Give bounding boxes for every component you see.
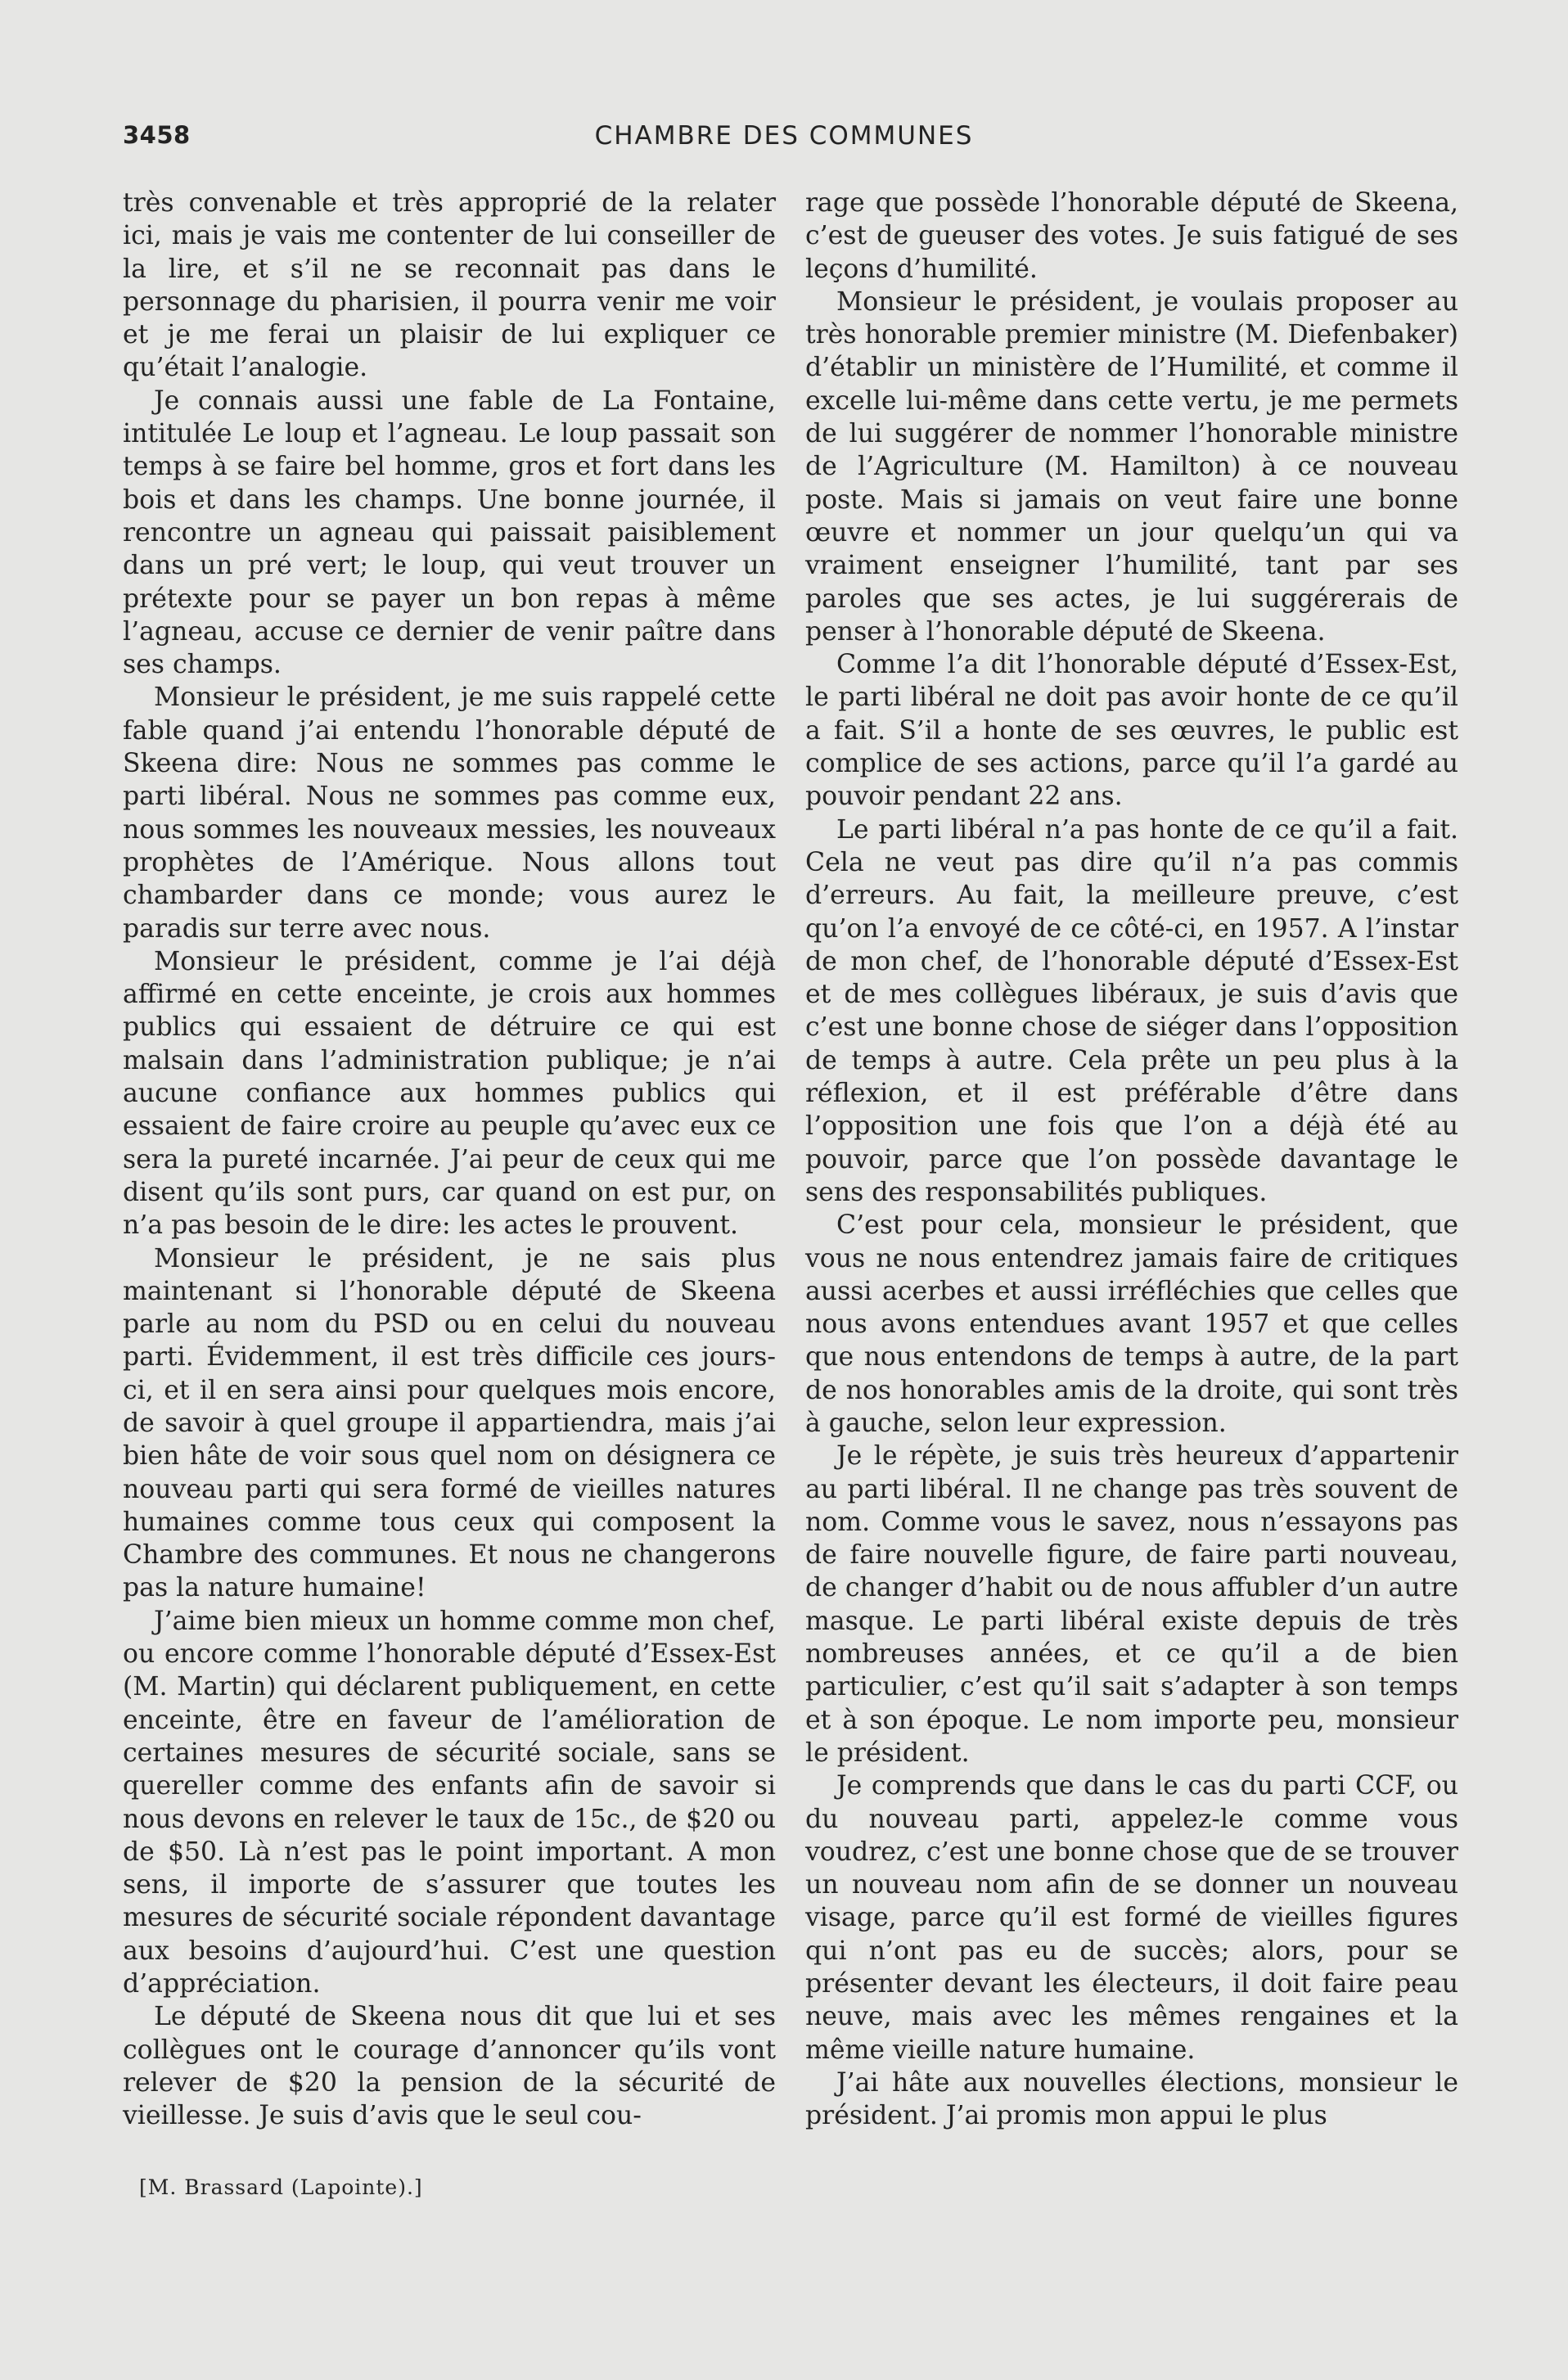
page-number: 3458 [123, 121, 191, 149]
paragraph: Le parti libéral n’a pas honte de ce qu’il a fait. Cela ne veut pas dire qu’il n’a pas commis d’erreurs. Au fait, la meilleure preuve, c’est qu’on l’a envoyé de ce côté-ci, en 1957. A l’instar de mon chef, de l’honorable député d’Essex-Est et de mes collègues libéraux, je suis d’avis que c’est une bonne chose de siéger dans l’opposition de temps à autre. Cela prête un peu plus à la réflexion, et il est préférable d’être dans l’opposition une fois que l’on a déjà été au pouvoir, parce que l’on possède davantage le sens des responsabilités publiques. [805, 814, 1458, 1207]
paragraph: Monsieur le président, je voulais proposer au très honorable premier ministre (M. Diefenbaker) d’établir un ministère de l’Humilité, et comme il excelle lui-même dans cette vertu, je me permets de lui suggérer de nommer l’honorable ministre de l’Agriculture (M. Hamilton) à ce nouveau poste. Mais si jamais on veut faire une bonne œuvre et nommer un jour quelqu’un qui va vraiment enseigner l’humilité, tant par ses paroles que ses actes, je lui suggérerais de penser à l’honorable député de Skeena. [805, 286, 1458, 647]
paragraph: Je le répète, je suis très heureux d’appartenir au parti libéral. Il ne change pas très souvent de nom. Comme vous le savez, nous n’essayons pas de faire nouvelle figure, de faire parti nouveau, de changer d’habit ou de nous affubler d’un autre masque. Le parti libéral existe depuis de très nombreuses années, et ce qu’il a de bien particulier, c’est qu’il sait s’adapter à son temps et à son époque. Le nom importe peu, monsieur le président. [805, 1441, 1458, 1768]
paragraph: J’aime bien mieux un homme comme mon chef, ou encore comme l’honorable député d’Essex-Est (M. Martin) qui déclarent publiquement, en cette enceinte, être en faveur de l’amélioration de certaines mesures de sécurité sociale, sans se quereller comme des enfants afin de savoir si nous devons en relever le taux de 15c., de $20 ou de $50. Là n’est pas le point important. A mon sens, il importe de s’assurer que toutes les mesures de sécurité sociale répondent davantage aux besoins d’aujourd’hui. C’est une question d’appréciation. [123, 1606, 776, 1999]
paragraph: Je connais aussi une fable de La Fontaine, intitulée Le loup et l’agneau. Le loup passait son temps à se faire bel homme, gros et fort dans les bois et dans les champs. Une bonne journée, il rencontre un agneau qui paissait paisiblement dans un pré vert; le loup, qui veut trouver un prétexte pour se payer un bon repas à même l’agneau, accuse ce dernier de venir paître dans ses champs. [123, 385, 776, 680]
paragraph: très convenable et très approprié de la relater ici, mais je vais me contenter de lui conseiller de la lire, et s’il ne se reconnait pas dans le personnage du pharisien, il pourra venir me voir et je me ferai un plaisir de lui expliquer ce qu’était l’analogie. [123, 188, 776, 383]
paragraph: Le député de Skeena nous dit que lui et ses collègues ont le courage d’annoncer qu’ils vont relever de $20 la pension de la sécurité de vieillesse. Je suis d’avis que le seul cou- [123, 2002, 776, 2131]
paragraph: Monsieur le président, je ne sais plus maintenant si l’honorable député de Skeena parle au nom du PSD ou en celui du nouveau parti. Évidemment, il est très difficile ces jours-ci, et il en sera ainsi pour quelques mois encore, de savoir à quel groupe il appartiendra, mais j’ai bien hâte de voir sous quel nom on désignera ce nouveau parti qui sera formé de vieilles natures humaines comme tous ceux qui composent la Chambre des communes. Et nous ne changerons pas la nature humaine! [123, 1243, 776, 1603]
right-column [805, 187, 1458, 2133]
paragraph: C’est pour cela, monsieur le président, que vous ne nous entendrez jamais faire de critiques aussi acerbes et aussi irréfléchies que celles que nous avons entendues avant 1957 et que celles que nous entendons de temps à autre, de la part de nos honorables amis de la droite, qui sont très à gauche, selon leur expression. [805, 1210, 1458, 1438]
paragraph: Comme l’a dit l’honorable député d’Essex-Est, le parti libéral ne doit pas avoir honte de ce qu’il a fait. S’il a honte de ses œuvres, le public est complice de ses actions, parce qu’il l’a gardé au pouvoir pendant 22 ans. [805, 650, 1458, 812]
paragraph: Monsieur le président, comme je l’ai déjà affirmé en cette enceinte, je crois aux hommes publics qui essaient de détruire ce qui est malsain dans l’administration publique; je n’ai aucune confiance aux hommes publics qui essaient de faire croire au peuple qu’avec eux ce sera la pureté incarnée. J’ai peur de ceux qui me disent qu’ils sont purs, car quand on est pur, on n’a pas besoin de le dire: les actes le prouvent. [123, 946, 776, 1241]
paragraph: Je comprends que dans le cas du parti CCF, ou du nouveau parti, appelez-le comme vous voudrez, c’est une bonne chose que de se trouver un nouveau nom afin de se donner un nouveau visage, parce qu’il est formé de vieilles figures qui n’ont pas eu de succès; alors, pour se présenter devant les électeurs, il doit faire peau neuve, mais avec les mêmes rengaines et la même vieille nature humaine. [805, 1771, 1458, 2065]
left-column [123, 187, 776, 2133]
running-head: CHAMBRE DES COMMUNES [594, 121, 974, 151]
speaker-attribution: [M. Brassard (Lapointe).] [139, 2175, 423, 2199]
paragraph: J’ai hâte aux nouvelles élections, monsieur le président. J’ai promis mon appui le plus [805, 2067, 1458, 2131]
paragraph: rage que possède l’honorable député de Skeena, c’est de gueuser des votes. Je suis fatigué de ses leçons d’humilité. [805, 188, 1458, 284]
paragraph: Monsieur le président, je me suis rappelé cette fable quand j’ai entendu l’honorable député de Skeena dire: Nous ne sommes pas comme le parti libéral. Nous ne sommes pas comme eux, nous sommes les nouveaux messies, les nouveaux prophètes de l’Amérique. Nous allons tout chambarder dans ce monde; vous aurez le paradis sur terre avec nous. [123, 683, 776, 944]
